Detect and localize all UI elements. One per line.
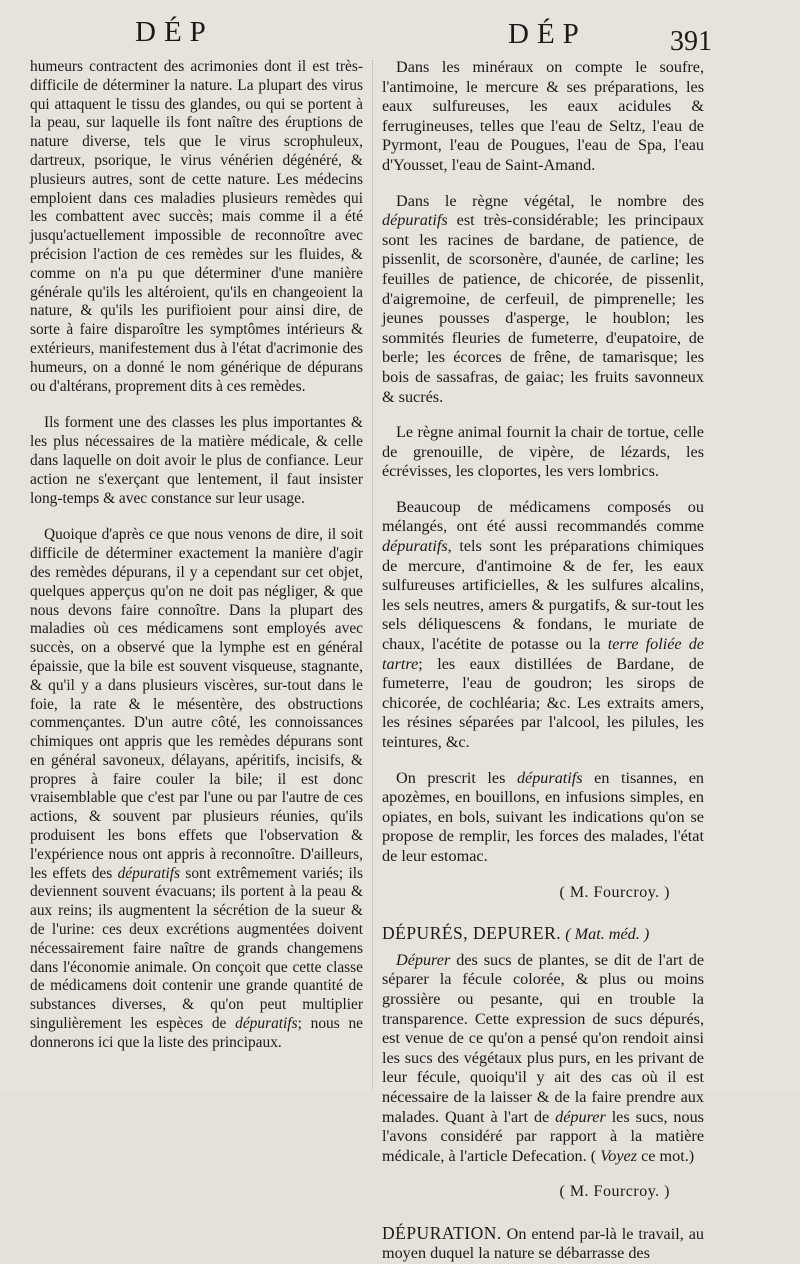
left-paragraph-2: Ils forment une des classes les plus importantes & les plus nécessaires de la matière médicale, & celle dans laquelle on doit avoir le plus de confiance. Leur action ne s'exerçant que lentement, il faut insister long-temps & avec constance sur leur usage. [30, 414, 363, 507]
right-paragraph-vegetal: Dans le règne végétal, le nombre des dépuratifs est très-considérable; les principaux sont les racines de bardane, de patience, de pissenlit, de scorsonère, d'aunée, de carline; les feuilles de patience, de chicorée, de pissenlit, d'aigremoine, de cerfeuil, de pimprenelle; les jeunes pousses d'asperge, le houblon; les sommités fleuries de fumeterre, d'eupatoire, de berle; les écorces de frêne, de tamarisque; les bois de sassafras, de gaiac; les fruits savonneux & sucrés. [382, 191, 704, 406]
right-paragraph-prescription: On prescrit les dépuratifs en tisannes, en apozèmes, en bouillons, en infusions simples, en opiates, en bols, suivant les indications qu'on se propose de remplir, les forces des malades, l'état de leur estomac. [382, 768, 704, 865]
entry-label: ( Mat. méd. ) [565, 925, 650, 944]
right-paragraph-animal: Le règne animal fournit la chair de tortue, celle de grenouille, de vipère, de lézards, les écrévisses, les cloportes, les vers lombrics. [382, 423, 704, 481]
right-column [382, 58, 704, 1264]
right-running-head: DÉP [508, 18, 587, 50]
page-number: 391 [670, 26, 712, 57]
right-paragraph-compounds: Beaucoup de médicamens composés ou mélangés, ont été aussi recommandés comme dépuratifs, tels sont les préparations chimiques de mercure, d'antimoine & de fer, les eaux sulfureuses artificielles, & les sulfures alcalins, les sels neutres, amers & purgatifs, & sur-tout les sels déliquescens & fondans, le muriate de chaux, l'acétite de potasse ou la terre foliée de tartre; les eaux distillées de Bardane, de fumeterre, l'eau de goudron; les sirops de chicorée, de cochléaria; &c. Les extraits amers, les résines séparées par l'alcool, les pilules, les teintures, &c. [382, 497, 704, 751]
entry-depures-body: Dépurer des sucs de plantes, se dit de l'art de séparer la fécule colorée, & plus ou moins grossière ou pesante, qui en trouble la transparence. Cette expression de sucs dépurés, est venue de ce qu'on a pensé qu'on rendoit ainsi les sucs des végétaux plus purs, en les privant de leur fécule, quoiqu'il y ait des cas où il est nécessaire de la laisser & de la faire prendre aux malades. Quant à l'art de dépurer les sucs, nous l'avons considéré par rapport à la matière médicale, à l'article Defecation. ( Voyez ce mot.) [382, 950, 704, 1165]
entry-headword-depures: DÉPURÉS, DEPURER. [382, 923, 562, 944]
right-paragraph-minerals: Dans les minéraux on compte le soufre, l'antimoine, le mercure & ses préparations, les eaux sulfureuses, les eaux acidules & ferrugineuses, telles que l'eau de Seltz, l'eau de Pyrmont, l'eau de Pougues, l'eau de Spa, l'eau d'Yousset, l'eau de Saint-Amand. [382, 58, 704, 174]
author-signature-1: ( M. Fourcroy. ) [559, 883, 670, 901]
left-paragraph-3: Quoique d'après ce que nous venons de dire, il soit difficile de déterminer exactement la manière d'agir des remèdes dépurans, il y a cependant sur cet objet, quelques apperçus qu'on ne doit pas négliger, & que nous devons faire connoître. Dans la plupart des maladies où ces médicamens sont employés avec succès, on a observé que la lymphe est en général épaissie, que la bile est souvent visqueuse, stagnante, & qu'il y a dans plusieurs viscères, sur-tout dans le foie, la rate & le mésentère, des obstructions commençantes. D'un autre côté, les connoissances chimiques ont appris que les remèdes dépurans sont en général savoneux, délayans, apéritifs, incisifs, & propres à faire couler la bile; il est donc vraisemblable que c'est par l'une ou par l'autre de ces actions, & souvent par plusieurs réunies, qu'ils produisent les bons effets que l'observation & l'expérience nous ont appris à reconnoître. D'ailleurs, les effets des dépuratifs sont extrêmement variés; ils deviennent souvent évacuans; ils portent à la peau & aux reins; ils augmentent la sécrétion de la sueur & de l'urine: ces deux excrétions augmentées doivent nécessairement faire naître de grands changemens dans l'économie animale. On conçoit que cette classe de médicamens doit contenir une grande quantité de substances diverses, & qu'on peut multiplier singulièrement les espèces de dépuratifs; nous ne donnerons ici que la liste des principaux. [30, 526, 363, 1051]
left-paragraph-1: humeurs contractent des acrimonies dont il est très-difficile de déterminer la nature. La plupart des virus qui attaquent le tissu des glandes, ou qui se portent à la peau, sur laquelle ils font naître des éruptions de nature diverse, tels que le virus scrophuleux, dartreux, psorique, le virus vénérien dégénéré, & plusieurs autres, sont de cette nature. Les médecins emploient dans ces maladies plusieurs remèdes qui les combattent avec succès; mais comme il a été jusqu'actuellement impossible de reconnoître avec précision l'action de ces remèdes sur les fluides, & comme on n'a pu que déterminer d'une manière générale qu'ils les altéroient, qu'ils en changeoient la nature, & qu'ils les purifioient pour ainsi dire, de sorte à faire disparoître les symptômes intérieurs & extérieurs, manifestement dus à l'état d'acrimonie des humeurs, on a donné le nom générique de dépurans ou d'altérans, proprement dits à ces remèdes. [30, 58, 363, 395]
column-divider [372, 60, 373, 1090]
page-header [0, 0, 800, 58]
entry-depuration: DÉPURATION. On entend par-là le travail, au moyen duquel la nature se débarrasse des [382, 1222, 704, 1263]
entry-depures [382, 924, 704, 945]
entry-headword-depuration: DÉPURATION. [382, 1222, 502, 1243]
left-running-head: DÉP [135, 16, 214, 48]
left-column [30, 58, 363, 1053]
author-signature-2: ( M. Fourcroy. ) [559, 1183, 670, 1201]
